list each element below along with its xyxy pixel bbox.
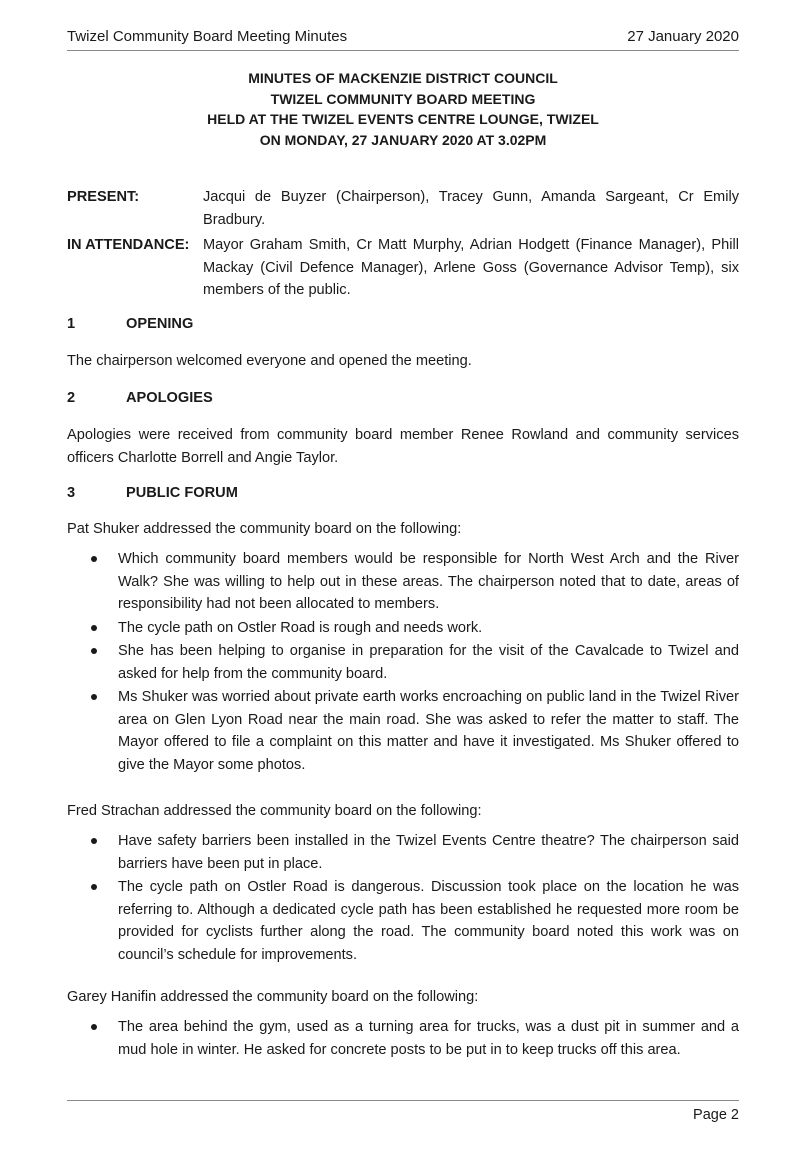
- bullet-icon: [91, 1024, 97, 1030]
- list-item: [67, 640, 739, 685]
- bullet-icon: [91, 625, 97, 631]
- attendance-field: [67, 234, 739, 302]
- speaker-points-list: [67, 1016, 739, 1062]
- bullet-icon: [91, 884, 97, 890]
- list-item-text: Have safety barriers been installed in the Twizel Events Centre theatre? The chairperson said barriers have been put in place.: [118, 833, 739, 872]
- list-item-text: The cycle path on Ostler Road is rough and needs work.: [118, 619, 483, 636]
- list-item: [67, 830, 739, 875]
- title-line: ON MONDAY, 27 JANUARY 2020 AT 3.02PM: [259, 131, 547, 148]
- bullet-icon: [91, 694, 97, 700]
- section-title: PUBLIC FORUM: [126, 485, 238, 501]
- section-number: 2: [67, 390, 76, 406]
- bullet-icon: [91, 556, 97, 562]
- header-date: 27 January 2020: [627, 28, 739, 45]
- apologies-text: Apologies were received from community board member Renee Rowland and community services officers Charlotte Borrell and Angie Taylor.: [67, 427, 739, 466]
- attendance-label: IN ATTENDANCE:: [67, 237, 190, 253]
- opening-text: The chairperson welcomed everyone and opened the meeting.: [67, 353, 472, 369]
- section-title: APOLOGIES: [126, 390, 213, 406]
- attendance-value: Mayor Graham Smith, Cr Matt Murphy, Adrian Hodgett (Finance Manager), Phill Mackay (Civil Defence Manager), Arlene Goss (Governance Advisor Temp), six members of the public.: [203, 237, 739, 298]
- list-item: [67, 1016, 739, 1061]
- speaker-points-list: [67, 830, 739, 967]
- bullet-icon: [91, 838, 97, 844]
- page-footer: [67, 1100, 739, 1123]
- bullet-icon: [91, 648, 97, 654]
- present-label: PRESENT:: [67, 189, 140, 205]
- page-number: Page 2: [693, 1107, 739, 1123]
- section-title: OPENING: [126, 316, 194, 332]
- list-item-text: The area behind the gym, used as a turning area for trucks, was a dust pit in summer and a mud hole in winter. He asked for concrete posts to be put in to keep trucks off this area.: [118, 1019, 739, 1058]
- list-item-text: She has been helping to organise in preparation for the visit of the Cavalcade to Twizel and asked for help from the community board.: [118, 643, 739, 682]
- section-number: 1: [67, 316, 76, 332]
- list-item-text: Ms Shuker was worried about private earth works encroaching on public land in the Twizel River area on Glen Lyon Road near the main road. She was asked to refer the matter to staff. The Mayor offered to file a complaint on this matter and have it investigated. Ms Shuker offered to give the Mayor some photos.: [118, 689, 739, 773]
- page-header: [67, 28, 739, 51]
- title-line: MINUTES OF MACKENZIE DISTRICT COUNCIL: [248, 70, 558, 86]
- speaker-intro: Pat Shuker addressed the community board on the following:: [67, 521, 462, 537]
- speaker-points-list: [67, 548, 739, 777]
- header-title: Twizel Community Board Meeting Minutes: [67, 28, 348, 45]
- present-field: [67, 186, 739, 232]
- present-value: Jacqui de Buyzer (Chairperson), Tracey Gunn, Amanda Sargeant, Cr Emily Bradbury.: [203, 189, 739, 228]
- list-item: [67, 876, 739, 966]
- list-item-text: Which community board members would be responsible for North West Arch and the River Walk? She was willing to help out in these areas. The chairperson noted that to date, areas of responsibility had not been allocated to members.: [118, 551, 739, 612]
- list-item: [67, 686, 739, 776]
- title-line: TWIZEL COMMUNITY BOARD MEETING: [270, 90, 536, 107]
- title-line: HELD AT THE TWIZEL EVENTS CENTRE LOUNGE, TWIZEL: [207, 111, 599, 127]
- list-item: [67, 617, 739, 640]
- document-title: [67, 68, 739, 150]
- section-number: 3: [67, 485, 76, 501]
- list-item: [67, 548, 739, 616]
- speaker-intro: Garey Hanifin addressed the community board on the following:: [67, 989, 479, 1005]
- list-item-text: The cycle path on Ostler Road is dangerous. Discussion took place on the location he was referring to. Although a dedicated cycle path has been established he requested more room be provided for cyclists further along the road. The community board noted this work was on council’s schedule for improvements.: [118, 879, 739, 963]
- speaker-intro: Fred Strachan addressed the community board on the following:: [67, 803, 482, 819]
